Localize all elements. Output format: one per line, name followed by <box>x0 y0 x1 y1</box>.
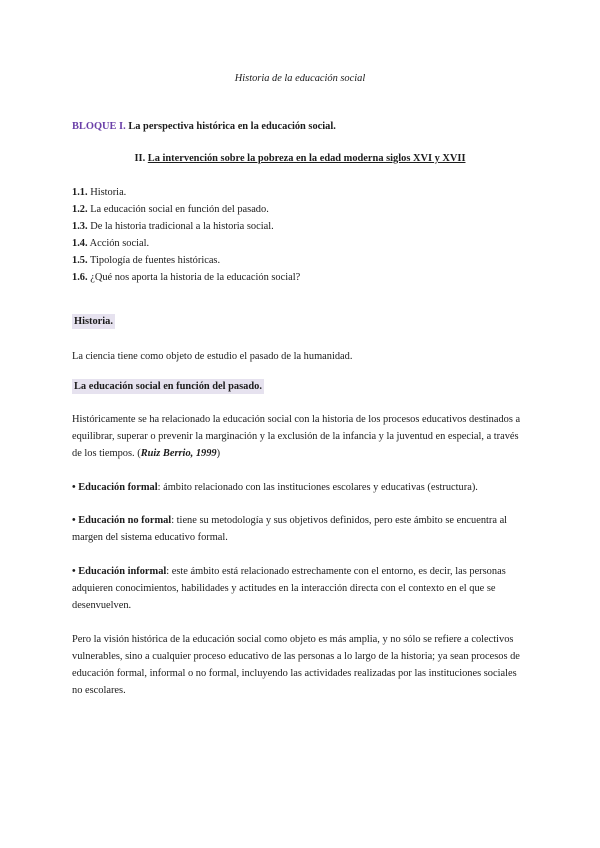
toc-text: Historia. <box>90 187 127 198</box>
historia-paragraph: La ciencia tiene como objeto de estudio el pasado de la humanidad. <box>72 351 353 362</box>
block-title <box>72 118 336 135</box>
intro-paragraph <box>72 411 528 462</box>
toc-number: 1.1. <box>72 187 88 198</box>
educacion-heading-text: La educación social en función del pasado. <box>74 381 262 392</box>
document-title: Historia de la educación social <box>234 73 366 84</box>
toc-number: 1.6. <box>72 272 88 283</box>
toc-item <box>72 235 300 252</box>
table-of-contents <box>72 184 300 286</box>
toc-number: 1.3. <box>72 221 88 232</box>
toc-item <box>72 252 300 269</box>
toc-item <box>72 269 300 286</box>
toc-number: 1.5. <box>72 255 88 266</box>
closing-paragraph: Pero la visión histórica de la educación social como objeto es más amplia, y no sólo se refiere a colectivos vulnerables, sino a cualquier proceso educativo de las personas a lo largo de la historia; ya sean procesos de educación formal, informal o no formal, incluyendo las actividades realizadas por las instituciones sociales no escolares. <box>72 634 520 696</box>
toc-text: De la historia tradicional a la historia social. <box>90 221 274 232</box>
section-heading <box>0 150 600 167</box>
section-number: II. <box>134 153 146 164</box>
section-title: La intervención sobre la pobreza en la edad moderna siglos XVI y XVII <box>147 153 466 164</box>
informal-label: • Educación informal <box>72 566 167 577</box>
toc-number: 1.4. <box>72 238 88 249</box>
no-formal-paragraph <box>72 512 528 546</box>
formal-paragraph <box>72 479 528 496</box>
educacion-heading <box>72 378 264 395</box>
citation: Ruiz Berrio, 1999 <box>140 448 217 459</box>
formal-label: • Educación formal <box>72 482 158 493</box>
toc-number: 1.2. <box>72 204 88 215</box>
toc-text: Tipología de fuentes históricas. <box>90 255 221 266</box>
toc-item <box>72 184 300 201</box>
block-title-text: La perspectiva histórica en la educación social. <box>128 121 336 132</box>
no-formal-text: : tiene su metodología y sus objetivos definidos, pero este ámbito se encuentra al margen del sistema educativo formal. <box>72 515 508 543</box>
toc-item <box>72 218 300 235</box>
intro-end: ) <box>216 448 221 459</box>
toc-text: ¿Qué nos aporta la historia de la educación social? <box>90 272 301 283</box>
toc-text: Acción social. <box>89 238 150 249</box>
block-prefix: BLOQUE I. <box>72 121 126 132</box>
toc-item <box>72 201 300 218</box>
formal-text: : ámbito relacionado con las instituciones escolares y educativas (estructura). <box>157 482 478 493</box>
toc-text: La educación social en función del pasado. <box>90 204 269 215</box>
informal-text: : este ámbito está relacionado estrechamente con el entorno, es decir, las personas adquieren conocimientos, habilidades y actitudes en la interacción directa con el contexto en el que se desenvuelven. <box>72 566 506 611</box>
no-formal-label: • Educación no formal <box>72 515 172 526</box>
historia-heading <box>72 313 115 330</box>
informal-paragraph <box>72 563 528 614</box>
historia-heading-text: Historia. <box>74 316 113 327</box>
intro-text: Históricamente se ha relacionado la educación social con la historia de los procesos educativos destinados a equilibrar, superar o prevenir la marginación y la exclusión de la infancia y la juventud en especial, a través de los tiempos. ( <box>72 414 521 459</box>
